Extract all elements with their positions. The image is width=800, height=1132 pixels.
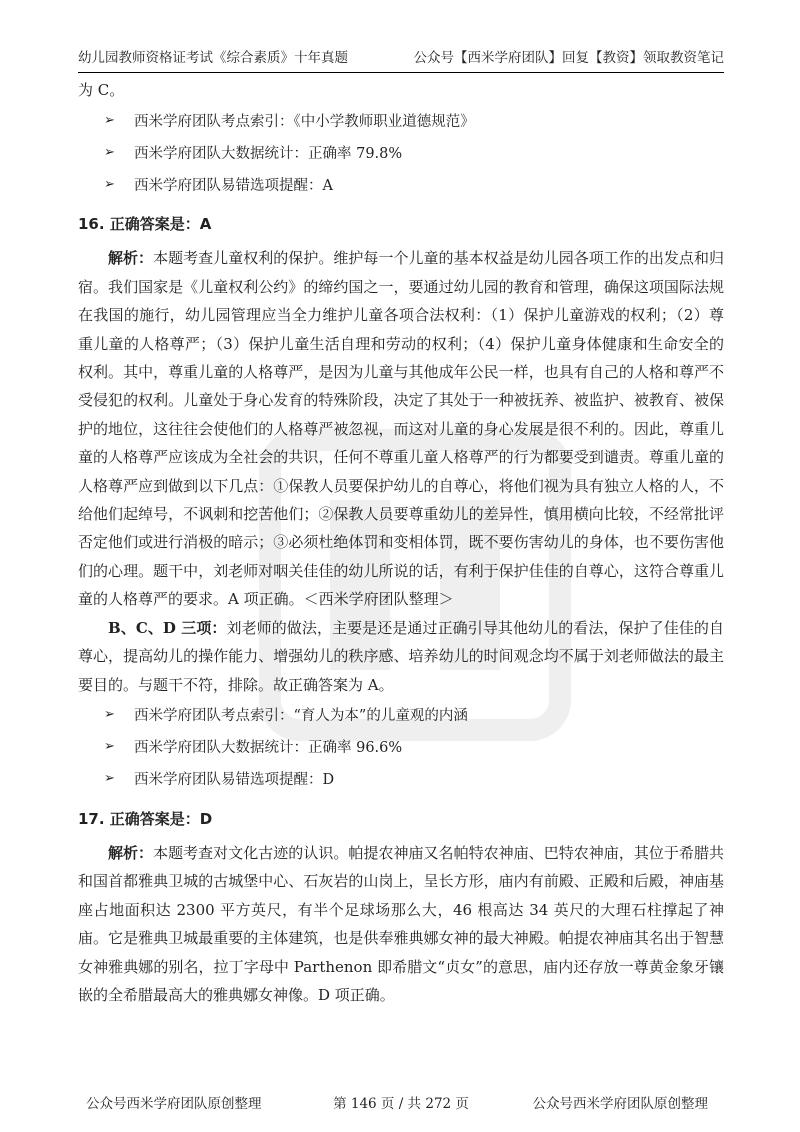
bullet-item — [78, 136, 724, 168]
page-header — [78, 46, 724, 73]
footer-right: 公众号西米学府团队原创整理 — [532, 1096, 708, 1112]
other-options-text: 刘老师的做法，主要是还是通过正确引导其他幼儿的看法，保护了佳佳的自尊心，提高幼儿的操作能力、增强幼儿的秩序感、培养幼儿的时间观念均不属于刘老师做法的最主要目的。与题干不符，排除。故正确答案为 A。 — [78, 618, 724, 694]
analysis-paragraph — [78, 839, 724, 1009]
analysis-paragraph — [78, 244, 724, 613]
continuation-text: 为 C。 — [78, 81, 125, 99]
bullet-item — [78, 168, 724, 200]
bullet-text: 西米学府团队大数据统计：正确率 96.6% — [134, 740, 403, 757]
bullet-text: 西米学府团队易错选项提醒：D — [134, 772, 335, 789]
arrow-bullet-icon: ➢ — [104, 112, 115, 128]
bullet-text: 西米学府团队考点索引：“育人为本”的儿童观的内涵 — [134, 708, 468, 725]
arrow-bullet-icon: ➢ — [104, 739, 115, 755]
bullet-text: 西米学府团队易错选项提醒：A — [134, 177, 333, 194]
arrow-bullet-icon: ➢ — [104, 771, 115, 787]
arrow-bullet-icon: ➢ — [104, 144, 115, 160]
other-options-paragraph — [78, 614, 724, 699]
bullet-item — [78, 731, 724, 763]
other-options-label: B、C、D 三项： — [108, 618, 227, 637]
analysis-label: 解析： — [108, 843, 154, 862]
header-title: 幼儿园教师资格证考试《综合素质》十年真题 — [78, 50, 348, 66]
arrow-bullet-icon: ➢ — [104, 176, 115, 192]
header-promo: 公众号【西米学府团队】回复【教资】领取教资笔记 — [413, 50, 724, 66]
analysis-text: 本题考查儿童权利的保护。维护每一个儿童的基本权益是幼儿园各项工作的出发点和归宿。我们国家是《儿童权利公约》的缔约国之一，要通过幼儿园的教育和管理，确保这项国际法规在我国的施行，幼儿园管理应当全力维护儿童各项合法权利：（1）保护儿童游戏的权利；（2）尊重儿童的人格尊严；（3）保护儿童生活自理和劳动的权利；（4）保护儿童身体健康和生命安全的权利。其中，尊重儿童的人格尊严，是因为儿童与其他成年公民一样，也具有自己的人格和尊严不受侵犯的权利。儿童处于身心发育的特殊阶段，决定了其处于一种被抚养、被监护、被教育、被保护的地位，这往往会使他们的人格尊严被忽视，而这对儿童的身心发展是很不利的。因此，尊重儿童的人格尊严应该成为全社会的共识，任何不尊重儿童人格尊严的行为都要受到谴责。尊重儿童的人格尊严应到做到以下几点：①保教人员要保护幼儿的自尊心，将他们视为具有独立人格的人，不给他们起绰号，不讽刺和挖苦他们；②保教人员要尊重幼儿的差异性，慎用横向比较，不经常批评否定他们或进行消极的暗示；③必须杜绝体罚和变相体罚，既不要伤害幼儿的身体，也不要伤害他们的心理。题干中，刘老师对咽关佳佳的幼儿所说的话，有利于保护佳佳的自尊心，这符合尊重儿童的人格尊严的要求。A 项正确。＜西米学府团队整理＞ — [78, 249, 724, 609]
page-number: 第 146 页 / 共 272 页 — [333, 1096, 469, 1112]
analysis-text: 本题考查对文化古迹的认识。帕提农神庙又名帕特农神庙、巴特农神庙，其位于希腊共和国首都雅典卫城的古城堡中心、石灰岩的山岗上，呈长方形，庙内有前殿、正殿和后殿，神庙基座占地面积达 2300 平方英尺，有半个足球场那么大，46 根高达 34 英尺的大理石柱撑起了神庙。它是雅典卫城最重要的主体建筑，也是供奉雅典娜女神的最大神殿。帕提农神庙其名出于智慧女神雅典娜的别名，拉丁字母中 Parthenon 即希腊文“贞女”的意思，庙内还存放一尊黄金象牙镶嵌的全希腊最高大的雅典娜女神像。D 项正确。 — [78, 843, 724, 1004]
bullet-item — [78, 763, 724, 795]
bullet-text: 西米学府团队考点索引：《中小学教师职业道德规范》 — [134, 113, 475, 130]
bullet-text: 西米学府团队大数据统计：正确率 79.8% — [134, 145, 403, 162]
answer-heading-17: 17. 正确答案是：D — [78, 809, 213, 828]
analysis-label: 解析： — [108, 249, 154, 268]
page-footer — [78, 1092, 724, 1112]
bullet-item — [78, 104, 724, 136]
answer-heading-16: 16. 正确答案是：A — [78, 215, 212, 234]
footer-left: 公众号西米学府团队原创整理 — [86, 1096, 262, 1112]
page-content — [78, 76, 724, 1009]
arrow-bullet-icon: ➢ — [104, 707, 115, 723]
bullet-item — [78, 699, 724, 731]
